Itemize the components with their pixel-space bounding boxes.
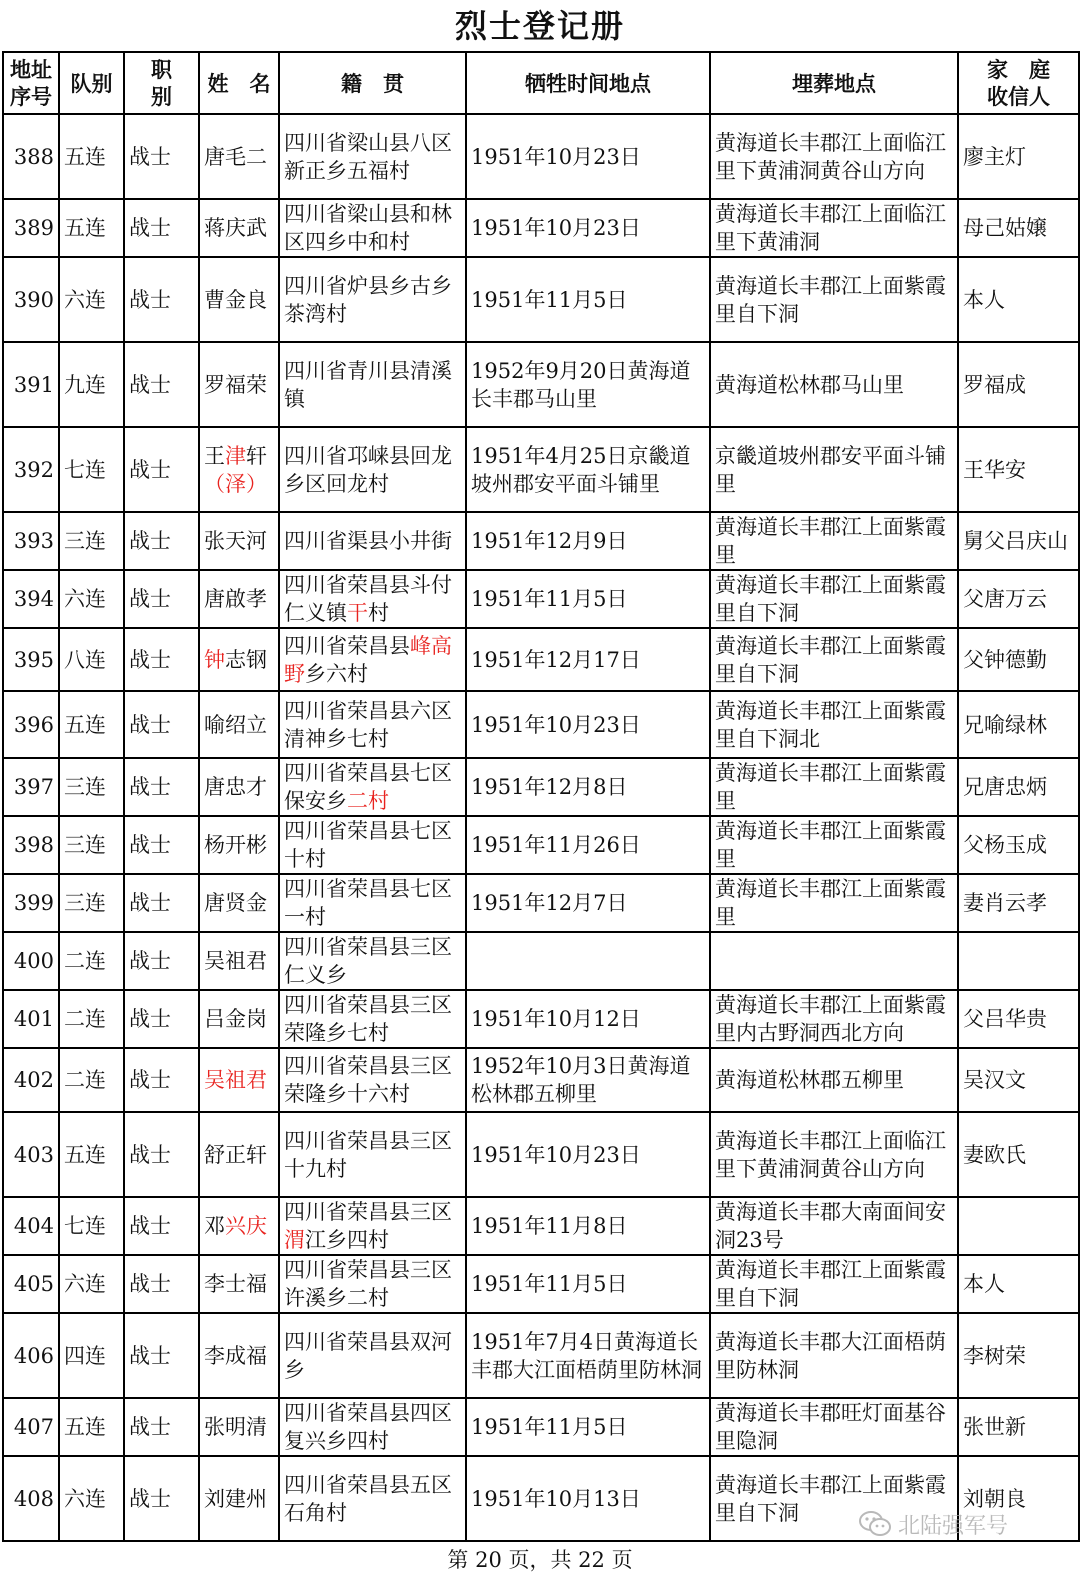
- cell-origin: [279, 257, 466, 342]
- cell-contact: 廖主灯: [958, 114, 1079, 199]
- table-row: [3, 874, 1079, 932]
- text-segment: 四川省荣昌县七区保安乡: [284, 761, 452, 813]
- cell-name: [199, 570, 279, 628]
- cell-time: 1951年10月13日: [466, 1456, 710, 1541]
- cell-time: 1952年10月3日黄海道松林郡五柳里: [466, 1048, 710, 1112]
- wechat-icon: [858, 1510, 892, 1538]
- text-segment: 唐贤金: [204, 891, 267, 915]
- cell-name: [199, 427, 279, 512]
- table-row: [3, 628, 1079, 691]
- cell-burial: 黄海道长丰郡江上面临江里下黄浦洞: [710, 199, 958, 257]
- header-origin: 籍 贯: [279, 52, 466, 114]
- text-segment: 吴祖君: [204, 949, 267, 973]
- cell-contact: 妻肖云孝: [958, 874, 1079, 932]
- cell-no: 394: [3, 570, 59, 628]
- cell-time: 1951年12月7日: [466, 874, 710, 932]
- text-segment: 四川省荣昌县双河乡: [284, 1329, 452, 1382]
- text-segment: 志钢: [225, 647, 267, 672]
- cell-contact: 兄唐忠炳: [958, 758, 1079, 816]
- cell-time: 1951年11月8日: [466, 1197, 710, 1255]
- cell-no: 401: [3, 990, 59, 1048]
- text-segment: 峰高野: [284, 633, 452, 686]
- table-row: [3, 570, 1079, 628]
- cell-no: 397: [3, 758, 59, 816]
- text-segment: 杨开彬: [204, 833, 267, 857]
- text-segment: 唐毛二: [204, 144, 267, 169]
- cell-origin: [279, 628, 466, 691]
- cell-unit: 四连: [59, 1313, 124, 1398]
- cell-origin: [279, 816, 466, 874]
- cell-no: 398: [3, 816, 59, 874]
- cell-burial: 黄海道长丰郡江上面紫霞里: [710, 816, 958, 874]
- text-segment: 渭: [284, 1228, 305, 1252]
- cell-burial: 黄海道长丰郡江上面紫霞里: [710, 874, 958, 932]
- header-time: 牺牲时间地点: [466, 52, 710, 114]
- cell-name: [199, 990, 279, 1048]
- header-burial: 埋葬地点: [710, 52, 958, 114]
- cell-contact: 妻欧氏: [958, 1112, 1079, 1197]
- cell-contact: 舅父吕庆山: [958, 512, 1079, 570]
- cell-origin: [279, 691, 466, 758]
- text-segment: 钟: [204, 647, 225, 672]
- cell-unit: 五连: [59, 1398, 124, 1456]
- cell-contact: 母己姑嬢: [958, 199, 1079, 257]
- text-segment: 罗福荣: [204, 372, 267, 397]
- cell-unit: 六连: [59, 1456, 124, 1541]
- text-segment: 四川省炉县乡古乡茶湾村: [284, 273, 452, 326]
- cell-contact: 父唐万云: [958, 570, 1079, 628]
- cell-no: 406: [3, 1313, 59, 1398]
- cell-name: [199, 1255, 279, 1313]
- cell-name: [199, 1197, 279, 1255]
- cell-name: [199, 199, 279, 257]
- cell-name: [199, 932, 279, 990]
- cell-rank: 战士: [124, 691, 199, 758]
- table-row: [3, 1197, 1079, 1255]
- cell-unit: 六连: [59, 570, 124, 628]
- cell-contact: 父钟德勤: [958, 628, 1079, 691]
- cell-origin: [279, 1313, 466, 1398]
- cell-time: 1951年11月5日: [466, 1398, 710, 1456]
- cell-rank: 战士: [124, 342, 199, 427]
- martyr-register-table: [2, 51, 1080, 1542]
- text-segment: 王: [204, 443, 225, 468]
- cell-burial: 黄海道长丰郡大江面梧荫里防林洞: [710, 1313, 958, 1398]
- cell-name: [199, 257, 279, 342]
- text-segment: 唐忠才: [204, 775, 267, 799]
- cell-name: [199, 816, 279, 874]
- cell-no: 390: [3, 257, 59, 342]
- cell-name: [199, 628, 279, 691]
- cell-time: 1951年4月25日京畿道坡州郡安平面斗铺里: [466, 427, 710, 512]
- cell-name: [199, 874, 279, 932]
- cell-contact: 刘朝良: [958, 1456, 1079, 1541]
- text-segment: 四川省青川县清溪镇: [284, 358, 452, 411]
- cell-no: 404: [3, 1197, 59, 1255]
- text-segment: 干: [347, 601, 368, 625]
- cell-rank: 战士: [124, 1456, 199, 1541]
- text-segment: 江乡四村: [305, 1228, 389, 1252]
- cell-origin: [279, 758, 466, 816]
- table-row: [3, 816, 1079, 874]
- text-segment: 舒正轩: [204, 1142, 267, 1167]
- table-row: [3, 1313, 1079, 1398]
- cell-contact: [958, 932, 1079, 990]
- cell-time: 1951年12月9日: [466, 512, 710, 570]
- cell-unit: 五连: [59, 1112, 124, 1197]
- cell-contact: 李树荣: [958, 1313, 1079, 1398]
- text-segment: 曹金良: [204, 287, 267, 312]
- cell-time: 1951年11月5日: [466, 1255, 710, 1313]
- cell-unit: 七连: [59, 427, 124, 512]
- header-name: 姓 名: [199, 52, 279, 114]
- table-row: [3, 427, 1079, 512]
- cell-unit: 三连: [59, 816, 124, 874]
- cell-no: 389: [3, 199, 59, 257]
- text-segment: 张天河: [204, 529, 267, 553]
- cell-contact: 王华安: [958, 427, 1079, 512]
- text-segment: 四川省荣昌县五区石角村: [284, 1472, 452, 1525]
- cell-origin: [279, 1048, 466, 1112]
- cell-rank: 战士: [124, 1313, 199, 1398]
- cell-origin: [279, 570, 466, 628]
- cell-contact: 罗福成: [958, 342, 1079, 427]
- cell-time: 1951年10月23日: [466, 199, 710, 257]
- cell-time: 1951年12月17日: [466, 628, 710, 691]
- cell-time: 1951年11月5日: [466, 257, 710, 342]
- cell-time: 1951年11月5日: [466, 570, 710, 628]
- cell-rank: 战士: [124, 427, 199, 512]
- text-segment: 村: [368, 601, 389, 625]
- cell-rank: 战士: [124, 199, 199, 257]
- cell-burial: 黄海道长丰郡江上面紫霞里内古野洞西北方向: [710, 990, 958, 1048]
- cell-unit: 三连: [59, 758, 124, 816]
- cell-name: [199, 1456, 279, 1541]
- cell-rank: 战士: [124, 758, 199, 816]
- cell-unit: 七连: [59, 1197, 124, 1255]
- cell-origin: [279, 990, 466, 1048]
- cell-origin: [279, 1398, 466, 1456]
- cell-unit: 二连: [59, 932, 124, 990]
- cell-unit: 三连: [59, 874, 124, 932]
- cell-no: 395: [3, 628, 59, 691]
- text-segment: 四川省邛崃县回龙乡区回龙村: [284, 443, 452, 496]
- cell-time: 1951年7月4日黄海道长丰郡大江面梧荫里防林洞: [466, 1313, 710, 1398]
- cell-burial: 黄海道长丰郡江上面紫霞里自下洞北: [710, 691, 958, 758]
- table-row: [3, 1112, 1079, 1197]
- text-segment: 四川省荣昌县斗付仁义镇: [284, 573, 452, 625]
- cell-burial: 京畿道坡州郡安平面斗铺里: [710, 427, 958, 512]
- cell-name: [199, 1398, 279, 1456]
- cell-rank: 战士: [124, 816, 199, 874]
- cell-origin: [279, 427, 466, 512]
- cell-contact: 吴汉文: [958, 1048, 1079, 1112]
- cell-time: 1951年11月26日: [466, 816, 710, 874]
- table-row: [3, 257, 1079, 342]
- cell-burial: 黄海道长丰郡江上面紫霞里: [710, 512, 958, 570]
- cell-unit: 二连: [59, 990, 124, 1048]
- cell-rank: 战士: [124, 1255, 199, 1313]
- cell-origin: [279, 1255, 466, 1313]
- cell-no: 408: [3, 1456, 59, 1541]
- cell-name: [199, 512, 279, 570]
- cell-origin: [279, 1456, 466, 1541]
- cell-unit: 六连: [59, 1255, 124, 1313]
- text-segment: 喻绍立: [204, 712, 267, 737]
- cell-unit: 九连: [59, 342, 124, 427]
- table-row: [3, 114, 1079, 199]
- cell-contact: 父杨玉成: [958, 816, 1079, 874]
- cell-burial: 黄海道长丰郡大南面间安洞23号: [710, 1197, 958, 1255]
- text-segment: 唐啟孝: [204, 587, 267, 611]
- text-segment: 蒋庆武: [204, 216, 267, 240]
- table-row: [3, 990, 1079, 1048]
- text-segment: 张明清: [204, 1415, 267, 1439]
- cell-origin: [279, 342, 466, 427]
- table-row: [3, 1398, 1079, 1456]
- cell-burial: 黄海道长丰郡江上面紫霞里自下洞: [710, 570, 958, 628]
- cell-rank: 战士: [124, 1048, 199, 1112]
- cell-no: 399: [3, 874, 59, 932]
- cell-unit: 八连: [59, 628, 124, 691]
- cell-origin: [279, 199, 466, 257]
- table-row: [3, 199, 1079, 257]
- cell-unit: 三连: [59, 512, 124, 570]
- text-segment: 四川省荣昌县六区清神乡七村: [284, 698, 452, 751]
- header-contact: 家 庭 收信人: [958, 52, 1079, 114]
- cell-burial: 黄海道长丰郡旺灯面基谷里隐洞: [710, 1398, 958, 1456]
- cell-contact: 本人: [958, 1255, 1079, 1313]
- text-segment: 吴祖君: [204, 1068, 267, 1092]
- text-segment: 轩: [246, 443, 267, 468]
- cell-name: [199, 1112, 279, 1197]
- cell-no: 388: [3, 114, 59, 199]
- table-header-row: [3, 52, 1079, 114]
- cell-rank: 战士: [124, 932, 199, 990]
- text-segment: 四川省荣昌县三区荣隆乡七村: [284, 993, 452, 1045]
- table-row: [3, 1255, 1079, 1313]
- watermark: [858, 1504, 1008, 1544]
- cell-name: [199, 1313, 279, 1398]
- table-row: [3, 512, 1079, 570]
- text-segment: 四川省梁山县和林区四乡中和村: [284, 202, 452, 254]
- cell-time: 1951年10月23日: [466, 691, 710, 758]
- cell-origin: [279, 114, 466, 199]
- cell-time: [466, 932, 710, 990]
- header-unit: 队别: [59, 52, 124, 114]
- cell-unit: 五连: [59, 114, 124, 199]
- text-segment: 邓: [204, 1214, 225, 1238]
- cell-rank: 战士: [124, 628, 199, 691]
- text-segment: 四川省荣昌县: [284, 633, 410, 658]
- text-segment: 四川省荣昌县三区仁义乡: [284, 935, 452, 987]
- text-segment: 兴庆: [225, 1214, 267, 1238]
- cell-origin: [279, 1197, 466, 1255]
- text-segment: 刘建州: [204, 1486, 267, 1511]
- cell-rank: 战士: [124, 1398, 199, 1456]
- cell-burial: 黄海道松林郡马山里: [710, 342, 958, 427]
- text-segment: 四川省荣昌县三区十九村: [284, 1128, 452, 1181]
- cell-time: 1951年10月23日: [466, 1112, 710, 1197]
- text-segment: 二村: [347, 789, 389, 813]
- cell-no: 391: [3, 342, 59, 427]
- table-row: [3, 691, 1079, 758]
- text-segment: （泽）: [204, 471, 267, 496]
- cell-name: [199, 1048, 279, 1112]
- text-segment: 四川省荣昌县七区一村: [284, 877, 452, 929]
- cell-contact: 兄喻绿林: [958, 691, 1079, 758]
- text-segment: 四川省荣昌县三区: [284, 1200, 452, 1224]
- cell-rank: 战士: [124, 512, 199, 570]
- cell-no: 403: [3, 1112, 59, 1197]
- cell-no: 396: [3, 691, 59, 758]
- cell-unit: 二连: [59, 1048, 124, 1112]
- text-segment: 李成福: [204, 1343, 267, 1368]
- cell-name: [199, 758, 279, 816]
- cell-burial: 黄海道长丰郡江上面紫霞里: [710, 758, 958, 816]
- cell-origin: [279, 512, 466, 570]
- cell-rank: 战士: [124, 1197, 199, 1255]
- cell-burial: 黄海道长丰郡江上面紫霞里自下洞: [710, 628, 958, 691]
- cell-burial: 黄海道长丰郡江上面紫霞里自下洞: [710, 1255, 958, 1313]
- cell-time: 1951年10月12日: [466, 990, 710, 1048]
- cell-no: 393: [3, 512, 59, 570]
- cell-burial: 黄海道长丰郡江上面紫霞里自下洞: [710, 257, 958, 342]
- table-row: [3, 932, 1079, 990]
- table-row: [3, 758, 1079, 816]
- text-segment: 津: [225, 443, 246, 468]
- cell-origin: [279, 874, 466, 932]
- cell-origin: [279, 1112, 466, 1197]
- cell-no: 392: [3, 427, 59, 512]
- cell-name: [199, 114, 279, 199]
- cell-unit: 六连: [59, 257, 124, 342]
- cell-rank: 战士: [124, 1112, 199, 1197]
- header-no: 地址 序号: [3, 52, 59, 114]
- text-segment: 四川省荣昌县三区荣隆乡十六村: [284, 1054, 452, 1106]
- cell-rank: 战士: [124, 114, 199, 199]
- table-row: [3, 342, 1079, 427]
- table-row: [3, 1048, 1079, 1112]
- cell-contact: 本人: [958, 257, 1079, 342]
- cell-name: [199, 691, 279, 758]
- cell-time: 1951年10月23日: [466, 114, 710, 199]
- text-segment: 李士福: [204, 1272, 267, 1296]
- header-rank: 职 别: [124, 52, 199, 114]
- cell-rank: 战士: [124, 874, 199, 932]
- cell-burial: 黄海道长丰郡江上面紫霞里自下洞: [710, 1456, 958, 1541]
- cell-burial: 黄海道长丰郡江上面临江里下黄浦洞黄谷山方向: [710, 114, 958, 199]
- cell-no: 400: [3, 932, 59, 990]
- text-segment: 四川省渠县小井街: [284, 529, 452, 553]
- text-segment: 四川省荣昌县七区十村: [284, 819, 452, 871]
- cell-unit: 五连: [59, 691, 124, 758]
- text-segment: 乡六村: [305, 661, 368, 686]
- text-segment: 吕金岗: [204, 1007, 267, 1031]
- text-segment: 四川省荣昌县三区许溪乡二村: [284, 1258, 452, 1310]
- cell-unit: 五连: [59, 199, 124, 257]
- cell-origin: [279, 932, 466, 990]
- text-segment: 四川省荣昌县四区复兴乡四村: [284, 1401, 452, 1453]
- cell-rank: 战士: [124, 570, 199, 628]
- cell-name: [199, 342, 279, 427]
- cell-no: 407: [3, 1398, 59, 1456]
- cell-burial: 黄海道松林郡五柳里: [710, 1048, 958, 1112]
- cell-no: 402: [3, 1048, 59, 1112]
- cell-time: 1952年9月20日黄海道长丰郡马山里: [466, 342, 710, 427]
- cell-contact: [958, 1197, 1079, 1255]
- cell-contact: 张世新: [958, 1398, 1079, 1456]
- cell-burial: [710, 932, 958, 990]
- page-footer: 第 20 页，共 22 页: [447, 1548, 633, 1572]
- cell-no: 405: [3, 1255, 59, 1313]
- cell-contact: 父吕华贵: [958, 990, 1079, 1048]
- page-title: 烈士登记册: [454, 7, 625, 45]
- cell-time: 1951年12月8日: [466, 758, 710, 816]
- cell-rank: 战士: [124, 990, 199, 1048]
- cell-rank: 战士: [124, 257, 199, 342]
- text-segment: 四川省梁山县八区新正乡五福村: [284, 130, 452, 183]
- watermark-text: 北陆强军号: [898, 1513, 1009, 1539]
- cell-burial: 黄海道长丰郡江上面临江里下黄浦洞黄谷山方向: [710, 1112, 958, 1197]
